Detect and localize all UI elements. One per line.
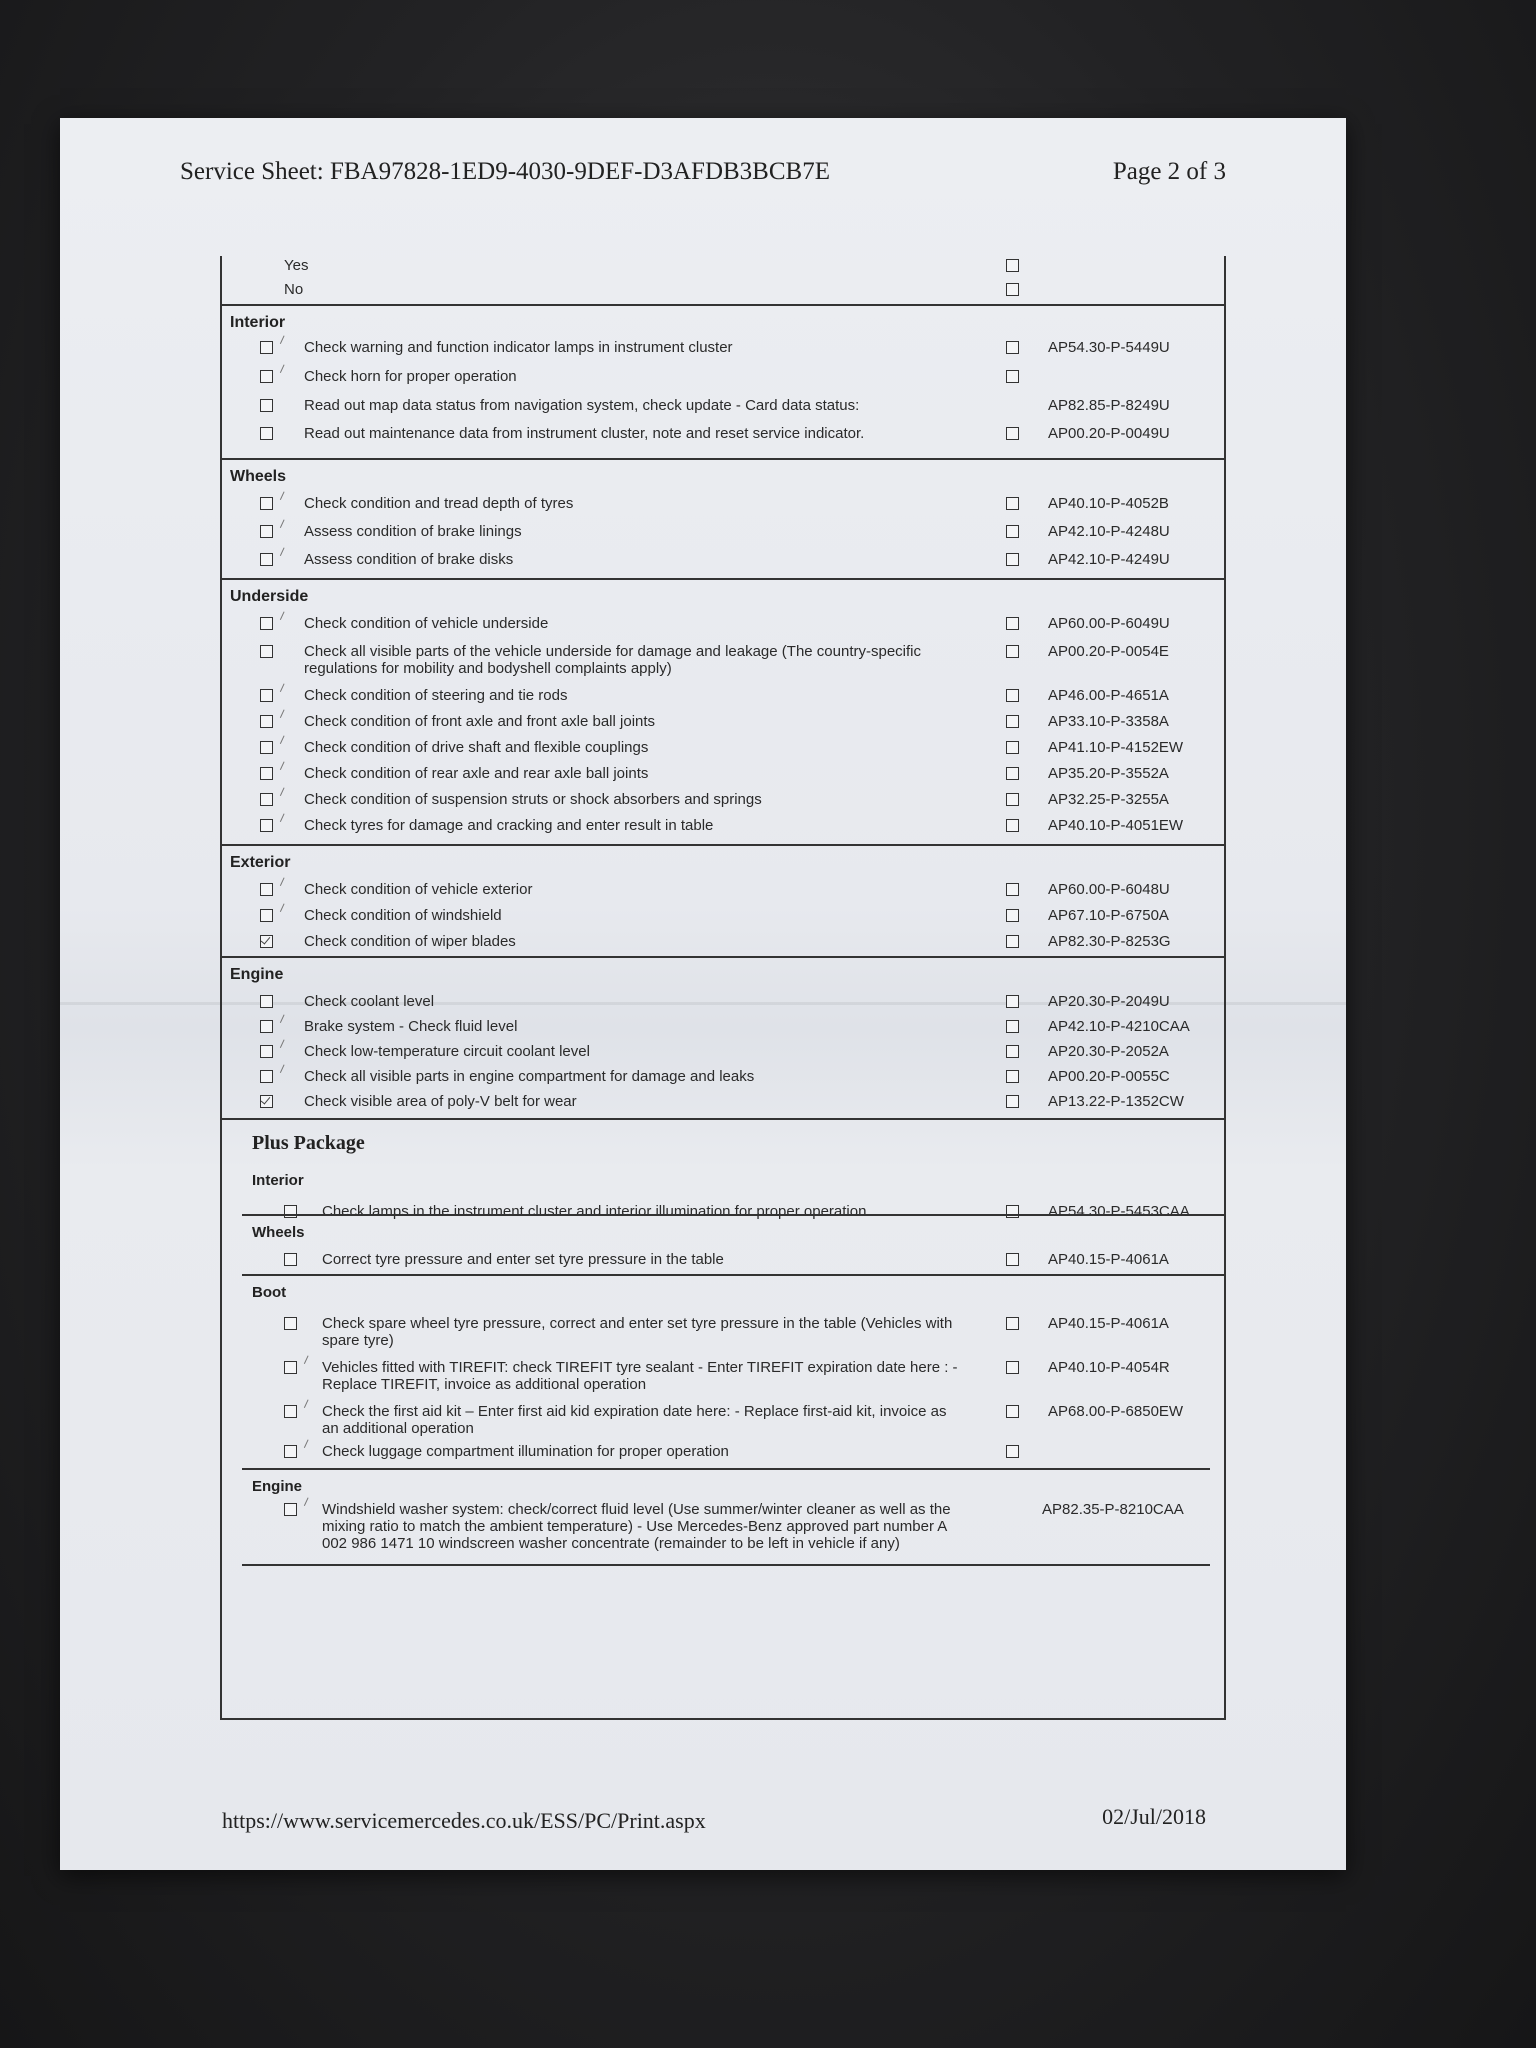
checkbox[interactable] bbox=[1006, 283, 1019, 296]
item-text: Check condition of steering and tie rods bbox=[304, 687, 568, 704]
section-interior bbox=[222, 304, 1224, 460]
item-text: Check the first aid kit – Enter first aid kid expiration date here: - Replace first-aid kit, invoice as an additional operation bbox=[322, 1403, 947, 1437]
item-text: Windshield washer system: check/correct fluid level (Use summer/winter cleaner as well as the mixing ratio to match the ambient temperature) - Use Mercedes-Benz approved part number A 002 986 1471 10 windscreen washer concentrate (remainder to be left in vehicle if any) bbox=[322, 1501, 951, 1552]
item-text: Check coolant level bbox=[304, 993, 435, 1010]
pen-tick-icon bbox=[298, 1495, 308, 1506]
pen-tick-icon bbox=[274, 733, 284, 744]
checkbox[interactable] bbox=[1006, 1253, 1019, 1266]
item-text: Correct tyre pressure and enter set tyre pressure in the table bbox=[322, 1251, 724, 1268]
option-label: Yes bbox=[284, 257, 309, 274]
checklist-item bbox=[222, 522, 1224, 544]
page-number: Page 2 of 3 bbox=[1112, 158, 1226, 185]
checklist-item bbox=[222, 642, 1224, 682]
checkbox[interactable] bbox=[284, 1405, 297, 1418]
item-text: Check condition and tread depth of tyres bbox=[304, 495, 574, 512]
item-text: Check all visible parts in engine compartment for damage and leaks bbox=[304, 1068, 755, 1085]
checkbox[interactable] bbox=[260, 1045, 273, 1058]
checkbox[interactable] bbox=[260, 399, 273, 412]
item-text: Check condition of drive shaft and flexible couplings bbox=[304, 739, 649, 756]
item-ref: AP46.00-P-4651A bbox=[1048, 687, 1169, 704]
item-ref: AP00.20-P-0049U bbox=[1048, 425, 1170, 442]
item-ref: AP82.85-P-8249U bbox=[1048, 397, 1170, 414]
item-ref: AP54.30-P-5449U bbox=[1048, 339, 1170, 356]
item-ref: AP40.15-P-4061A bbox=[1048, 1251, 1169, 1268]
checkbox[interactable] bbox=[1006, 767, 1019, 780]
checklist-item bbox=[222, 992, 1224, 1014]
checklist-item bbox=[222, 880, 1224, 902]
section-title: Exterior bbox=[230, 854, 291, 871]
checkbox[interactable] bbox=[1006, 1445, 1019, 1458]
footer-url: https://www.servicemercedes.co.uk/ESS/PC/Print.aspx bbox=[222, 1808, 706, 1833]
section-title: Boot bbox=[252, 1284, 287, 1301]
section-title: Wheels bbox=[230, 468, 287, 485]
checkbox[interactable] bbox=[260, 427, 273, 440]
checklist-item bbox=[222, 338, 1224, 360]
item-text: Vehicles fitted with TIREFIT: check TIREFIT tyre sealant - Enter TIREFIT expiration date here : - Replace TIREFIT, invoice as additional operation bbox=[322, 1359, 958, 1393]
footer-date: 02/Jul/2018 bbox=[1102, 1804, 1206, 1829]
checkbox[interactable] bbox=[260, 883, 273, 896]
item-text: Assess condition of brake linings bbox=[304, 523, 522, 540]
pen-tick-icon bbox=[274, 901, 284, 912]
checkbox[interactable] bbox=[260, 645, 273, 658]
checklist-item bbox=[222, 396, 1224, 418]
item-text: Check all visible parts of the vehicle underside for damage and leakage (The country-specific regulations for mobility and bodyshell complaints apply) bbox=[304, 643, 921, 677]
checkbox[interactable] bbox=[260, 819, 273, 832]
checkbox[interactable] bbox=[1006, 935, 1019, 948]
checkbox[interactable] bbox=[1006, 819, 1019, 832]
checkbox[interactable] bbox=[1006, 909, 1019, 922]
checkbox[interactable] bbox=[1006, 370, 1019, 383]
checklist-item bbox=[242, 1314, 1224, 1352]
section-title: Wheels bbox=[252, 1224, 305, 1241]
section-title: Interior bbox=[230, 314, 286, 331]
pen-tick-icon bbox=[274, 609, 284, 620]
checkbox[interactable] bbox=[1006, 525, 1019, 538]
checkbox[interactable] bbox=[1006, 259, 1019, 272]
option-yes bbox=[222, 256, 1224, 278]
section-title: Engine bbox=[230, 966, 284, 983]
item-text: Check spare wheel tyre pressure, correct and enter set tyre pressure in the table (Vehicles with spare tyre) bbox=[322, 1315, 953, 1349]
plus-package-title: Plus Package bbox=[252, 1132, 365, 1154]
item-text: Check warning and function indicator lamps in instrument cluster bbox=[304, 339, 733, 356]
item-ref: AP60.00-P-6048U bbox=[1048, 881, 1170, 898]
pen-tick-icon bbox=[274, 545, 284, 556]
checkbox[interactable] bbox=[1006, 553, 1019, 566]
item-ref: AP20.30-P-2052A bbox=[1048, 1043, 1169, 1060]
item-text: Check visible area of poly-V belt for wear bbox=[304, 1093, 577, 1110]
item-ref: AP68.00-P-6850EW bbox=[1048, 1403, 1184, 1420]
checkbox[interactable] bbox=[1006, 427, 1019, 440]
checkbox[interactable] bbox=[1006, 645, 1019, 658]
item-text: Check low-temperature circuit coolant level bbox=[304, 1043, 590, 1060]
item-ref: AP42.10-P-4249U bbox=[1048, 551, 1170, 568]
pen-tick-icon bbox=[274, 489, 284, 500]
item-text: Check horn for proper operation bbox=[304, 368, 517, 385]
checkbox[interactable] bbox=[1006, 741, 1019, 754]
checkbox[interactable] bbox=[284, 1317, 297, 1330]
plus-package bbox=[222, 1118, 1224, 1720]
checklist-item bbox=[222, 932, 1224, 954]
checkbox[interactable] bbox=[260, 617, 273, 630]
item-text: Check lamps in the instrument cluster and interior illumination for proper operation bbox=[322, 1203, 867, 1220]
pen-tick-icon bbox=[274, 759, 284, 770]
item-ref: AP32.25-P-3255A bbox=[1048, 791, 1169, 808]
checkbox[interactable] bbox=[1006, 689, 1019, 702]
service-sheet-paper bbox=[60, 118, 1346, 1870]
checkbox[interactable] bbox=[1006, 793, 1019, 806]
item-ref: AP13.22-P-1352CW bbox=[1048, 1093, 1184, 1110]
checkbox[interactable] bbox=[260, 497, 273, 510]
item-text: Check condition of vehicle exterior bbox=[304, 881, 533, 898]
checkbox[interactable] bbox=[260, 741, 273, 754]
checkbox[interactable] bbox=[1006, 1045, 1019, 1058]
checklist-item bbox=[242, 1358, 1224, 1396]
item-ref: AP40.10-P-4052B bbox=[1048, 495, 1169, 512]
pen-tick-icon bbox=[274, 785, 284, 796]
item-ref: AP42.10-P-4248U bbox=[1048, 523, 1170, 540]
section-title: Underside bbox=[230, 588, 309, 605]
pen-tick-icon bbox=[274, 681, 284, 692]
option-no bbox=[222, 280, 1224, 302]
pen-tick-icon bbox=[274, 811, 284, 822]
checkbox[interactable] bbox=[1006, 1095, 1019, 1108]
checkbox[interactable] bbox=[260, 793, 273, 806]
checklist-item bbox=[222, 614, 1224, 636]
item-text: Check condition of vehicle underside bbox=[304, 615, 549, 632]
checkbox[interactable] bbox=[284, 1503, 297, 1516]
item-ref: AP35.20-P-3552A bbox=[1048, 765, 1169, 782]
pen-tick-icon bbox=[274, 333, 284, 344]
checkbox[interactable] bbox=[1006, 995, 1019, 1008]
checkbox[interactable] bbox=[1006, 883, 1019, 896]
checklist-item bbox=[242, 1500, 1210, 1556]
item-text: Assess condition of brake disks bbox=[304, 551, 514, 568]
checkbox[interactable] bbox=[260, 909, 273, 922]
item-ref: AP42.10-P-4210CAA bbox=[1048, 1018, 1190, 1035]
checkbox[interactable] bbox=[1006, 497, 1019, 510]
pen-tick-icon bbox=[274, 362, 284, 373]
checkbox[interactable] bbox=[284, 1445, 297, 1458]
item-text: Read out maintenance data from instrument cluster, note and reset service indicator. bbox=[304, 425, 865, 442]
checklist-item bbox=[242, 1402, 1224, 1440]
checkbox[interactable] bbox=[1006, 1361, 1019, 1374]
item-text: Check tyres for damage and cracking and enter result in table bbox=[304, 817, 714, 834]
pp-section-wheels bbox=[242, 1214, 1224, 1276]
item-text: Check condition of front axle and front axle ball joints bbox=[304, 713, 656, 730]
item-text: Check condition of wiper blades bbox=[304, 933, 516, 950]
checklist-item bbox=[222, 764, 1224, 786]
item-ref: AP60.00-P-6049U bbox=[1048, 615, 1170, 632]
checklist-item bbox=[222, 906, 1224, 928]
section-wheels bbox=[222, 458, 1224, 580]
item-ref: AP40.10-P-4054R bbox=[1048, 1359, 1170, 1376]
checkbox[interactable] bbox=[260, 370, 273, 383]
checkbox[interactable] bbox=[260, 1020, 273, 1033]
checkbox[interactable] bbox=[260, 525, 273, 538]
checkbox-checked[interactable] bbox=[260, 935, 273, 948]
checklist-item bbox=[222, 738, 1224, 760]
item-ref: AP33.10-P-3358A bbox=[1048, 713, 1169, 730]
checklist-item bbox=[222, 712, 1224, 734]
pen-tick-icon bbox=[274, 517, 284, 528]
checkbox[interactable] bbox=[284, 1253, 297, 1266]
item-ref: AP41.10-P-4152EW bbox=[1048, 739, 1184, 756]
item-text: Check condition of windshield bbox=[304, 907, 502, 924]
item-ref: AP82.35-P-8210CAA bbox=[1042, 1501, 1184, 1518]
checklist-item bbox=[222, 686, 1224, 708]
checklist-item bbox=[222, 1017, 1224, 1039]
item-ref: AP40.15-P-4061A bbox=[1048, 1315, 1169, 1332]
item-ref: AP54.30-P-5453CAA bbox=[1048, 1203, 1190, 1220]
item-ref: AP00.20-P-0054E bbox=[1048, 643, 1169, 660]
item-text: Check luggage compartment illumination for proper operation bbox=[322, 1443, 729, 1460]
pp-section-boot bbox=[242, 1274, 1224, 1470]
checkbox[interactable] bbox=[260, 341, 273, 354]
pen-tick-icon bbox=[298, 1353, 308, 1364]
checklist-item bbox=[242, 1442, 1224, 1464]
section-underside bbox=[222, 578, 1224, 846]
checklist-table bbox=[220, 256, 1226, 1720]
checkbox[interactable] bbox=[260, 1070, 273, 1083]
checkbox[interactable] bbox=[260, 767, 273, 780]
checklist-item bbox=[222, 816, 1224, 838]
checkbox[interactable] bbox=[1006, 1405, 1019, 1418]
checkbox[interactable] bbox=[260, 553, 273, 566]
item-ref: AP40.10-P-4051EW bbox=[1048, 817, 1184, 834]
option-label: No bbox=[284, 281, 304, 298]
item-text: Check condition of suspension struts or shock absorbers and springs bbox=[304, 791, 762, 808]
item-text: Read out map data status from navigation system, check update - Card data status: bbox=[304, 397, 860, 414]
item-ref: AP82.30-P-8253G bbox=[1048, 933, 1171, 950]
item-ref: AP00.20-P-0055C bbox=[1048, 1068, 1170, 1085]
checkbox[interactable] bbox=[1006, 1070, 1019, 1083]
checkbox[interactable] bbox=[260, 995, 273, 1008]
checkbox-checked[interactable] bbox=[260, 1095, 273, 1108]
checklist-item bbox=[222, 367, 1224, 389]
section-title: Engine bbox=[252, 1478, 303, 1495]
checkbox[interactable] bbox=[260, 689, 273, 702]
item-text: Check condition of rear axle and rear axle ball joints bbox=[304, 765, 649, 782]
checklist-item bbox=[222, 1067, 1224, 1089]
item-ref: AP67.10-P-6750A bbox=[1048, 907, 1169, 924]
pen-tick-icon bbox=[274, 875, 284, 886]
checklist-item bbox=[222, 494, 1224, 516]
checkbox[interactable] bbox=[1006, 617, 1019, 630]
pen-tick-icon bbox=[298, 1397, 308, 1408]
checklist-item bbox=[222, 424, 1224, 446]
item-ref: AP20.30-P-2049U bbox=[1048, 993, 1170, 1010]
checklist-item bbox=[222, 550, 1224, 572]
checklist-item bbox=[222, 1042, 1224, 1064]
checklist-item bbox=[222, 790, 1224, 812]
checkbox[interactable] bbox=[1006, 1317, 1019, 1330]
checklist-item bbox=[222, 1092, 1224, 1114]
checkbox[interactable] bbox=[260, 715, 273, 728]
sheet-title: Service Sheet: FBA97828-1ED9-4030-9DEF-D3AFDB3BCB7E bbox=[180, 158, 830, 185]
section-engine bbox=[222, 956, 1224, 1120]
pen-tick-icon bbox=[274, 707, 284, 718]
checkbox[interactable] bbox=[284, 1361, 297, 1374]
checkbox[interactable] bbox=[1006, 1020, 1019, 1033]
checklist-item bbox=[242, 1250, 1224, 1272]
checkbox[interactable] bbox=[1006, 715, 1019, 728]
item-text: Brake system - Check fluid level bbox=[304, 1018, 518, 1035]
section-exterior bbox=[222, 844, 1224, 958]
section-title: Interior bbox=[252, 1172, 304, 1189]
pp-section-engine bbox=[242, 1468, 1210, 1566]
checkbox[interactable] bbox=[1006, 341, 1019, 354]
